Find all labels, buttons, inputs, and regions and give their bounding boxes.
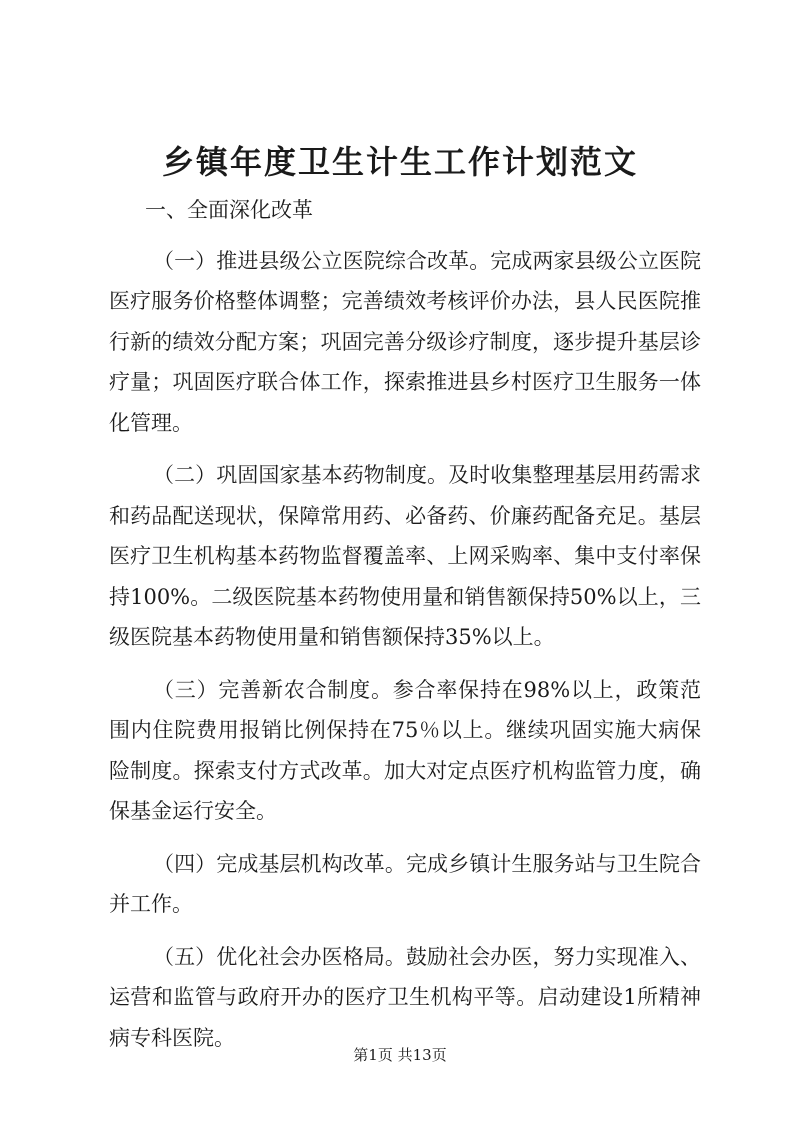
document-title: 乡镇年度卫生计生工作计划范文 (161, 143, 638, 181)
page-number-footer: 第1页 共13页 (353, 1046, 447, 1064)
section-heading: 一、全面深化改革 (145, 198, 313, 222)
paragraph-social-medical-services: （五）优化社会办医格局。鼓励社会办医，努力实现准入、运营和监管与政府开办的医疗卫生机构平等。启动建设1所精神病专科医院。 (109, 944, 701, 1050)
paragraph-grassroots-reform: （四）完成基层机构改革。完成乡镇计生服务站与卫生院合并工作。 (109, 851, 701, 916)
document-body (109, 190, 701, 1070)
paragraph-rural-cooperative-medical: （三）完善新农合制度。参合率保持在98%以上，政策范围内住院费用报销比例保持在75％以上。继续巩固实施大病保险制度。探索支付方式改革。加大对定点医疗机构监管力度，确保基金运行安全。 (109, 677, 701, 823)
paragraph-essential-medicines: （二）巩固国家基本药物制度。及时收集整理基层用药需求和药品配送现状，保障常用药、必备药、价廉药配备充足。基层医疗卫生机构基本药物监督覆盖率、上网采购率、集中支付率保持100%。二级医院基本药物使用量和销售额保持50%以上，三级医院基本药物使用量和销售额保持35%以上。 (109, 463, 701, 649)
paragraph-county-hospital-reform: （一）推进县级公立医院综合改革。完成两家县级公立医院医疗服务价格整体调整；完善绩效考核评价办法，县人民医院推行新的绩效分配方案；巩固完善分级诊疗制度，逐步提升基层诊疗量；巩固医疗联合体工作，探索推进县乡村医疗卫生服务一体化管理。 (109, 248, 701, 435)
